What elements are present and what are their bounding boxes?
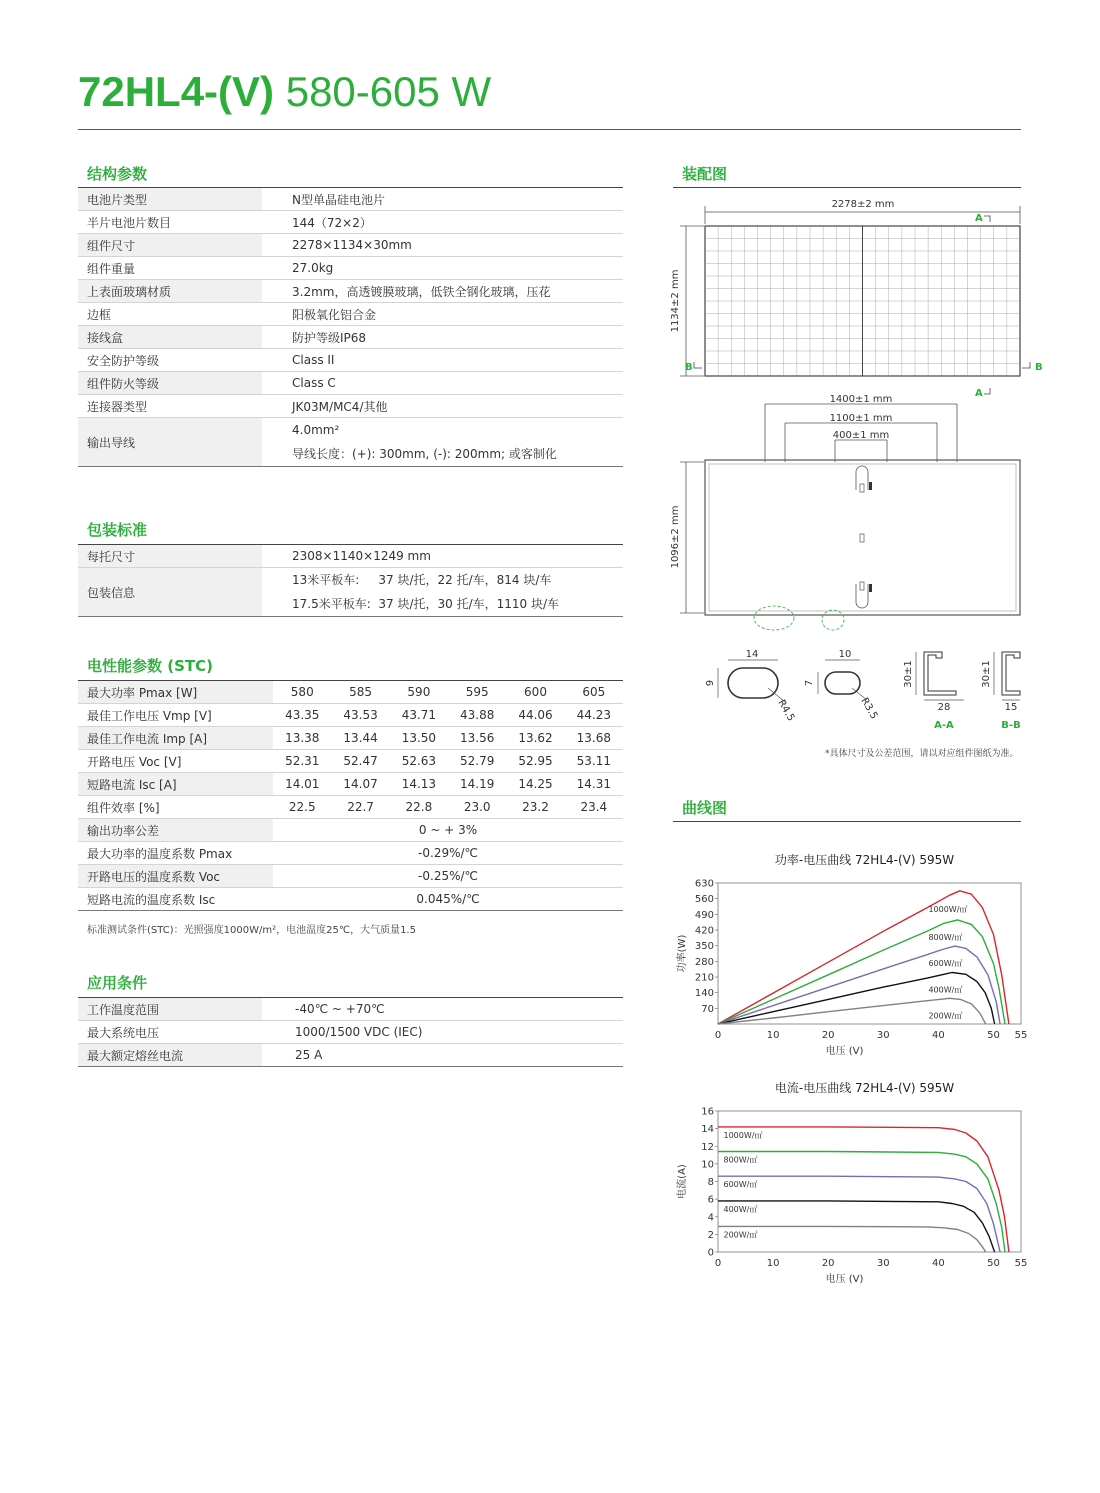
series-label-4: 400W/㎡ — [723, 1204, 758, 1214]
y-tick-label: 2 — [707, 1229, 714, 1241]
series-label-4: 400W/㎡ — [928, 985, 963, 995]
row-cell: 52.79 — [448, 750, 506, 773]
svg-text:30±1: 30±1 — [981, 660, 992, 688]
svg-text:B-B: B-B — [1001, 720, 1021, 731]
svg-text:A-A: A-A — [934, 720, 954, 731]
row-label: 短路电流 Isc [A] — [78, 773, 273, 796]
row-value: 3.2mm，高透镀膜玻璃，低铁全钢化玻璃，压花 — [262, 280, 623, 303]
assembly-note: *具体尺寸及公差范围，请以对应组件图纸为准。 — [825, 749, 1019, 759]
svg-text:28: 28 — [937, 702, 951, 713]
row-label: 开路电压的温度系数 Voc — [78, 865, 273, 888]
row-label: 组件防火等级 — [78, 372, 262, 395]
table-row — [78, 865, 623, 888]
row-value: 防护等级IP68 — [262, 326, 623, 349]
series-label-5: 200W/㎡ — [723, 1230, 758, 1240]
table-row — [78, 349, 623, 372]
detail-circle-1 — [754, 606, 794, 630]
row-value: -0.25%/℃ — [273, 865, 623, 888]
x-tick-label: 0 — [714, 1030, 722, 1041]
table-row — [78, 372, 623, 395]
row-cell: 43.88 — [448, 704, 506, 727]
x-axis-label: 电压 (V) — [825, 1274, 864, 1285]
table-row — [78, 727, 623, 750]
row-cell: 43.53 — [331, 704, 389, 727]
table-row — [78, 234, 623, 257]
row-cell: 52.63 — [390, 750, 448, 773]
row-cell: 590 — [390, 681, 448, 704]
row-value — [262, 418, 623, 467]
section-title-curves: 曲线图 — [682, 799, 728, 817]
row-label: 最大额定熔丝电流 — [78, 1044, 262, 1067]
section-title-structure: 结构参数 — [87, 165, 148, 183]
row-value: -40℃ ~ +70℃ — [262, 998, 623, 1021]
series-label-3: 600W/㎡ — [928, 959, 963, 969]
svg-text:15: 15 — [1004, 702, 1018, 713]
x-tick-label: 50 — [987, 1258, 1000, 1269]
section-rule-curves — [673, 821, 1021, 822]
x-tick-label: 30 — [876, 1258, 890, 1269]
structure-table — [78, 188, 623, 467]
power-range: 580-605 W — [285, 68, 492, 115]
hole-detail-2 — [804, 649, 879, 721]
row-label: 最大系统电压 — [78, 1021, 262, 1044]
table-row — [78, 418, 623, 467]
table-row — [78, 211, 623, 234]
y-tick-label: 6 — [707, 1194, 714, 1206]
x-tick-label: 20 — [821, 1258, 835, 1269]
section-bb — [981, 652, 1021, 731]
y-axis-label: 功率(W) — [677, 934, 688, 973]
packaging-line-2: 17.5米平板车: 37 块/托，30 托/车，1110 块/车 — [292, 597, 560, 611]
row-cell: 600 — [506, 681, 564, 704]
dim-back-2-text: 1100±1 mm — [829, 413, 893, 424]
table-row — [78, 188, 623, 211]
row-cell: 605 — [565, 681, 623, 704]
y-axis-label: 电流(A) — [677, 1164, 688, 1199]
row-value: 144（72×2） — [262, 211, 623, 234]
row-cell: 44.06 — [506, 704, 564, 727]
row-value: 1000/1500 VDC (IEC) — [262, 1021, 623, 1044]
section-title-packaging: 包装标准 — [87, 521, 148, 539]
table-row — [78, 681, 623, 704]
svg-text:30±1: 30±1 — [903, 660, 914, 688]
row-label: 包装信息 — [78, 568, 262, 617]
y-tick-label: 70 — [701, 1003, 714, 1015]
row-cell: 14.13 — [390, 773, 448, 796]
title-divider — [78, 129, 1021, 130]
row-cell: 13.56 — [448, 727, 506, 750]
table-row — [78, 998, 623, 1021]
y-tick-label: 4 — [707, 1212, 714, 1224]
x-axis-label: 电压 (V) — [825, 1046, 864, 1057]
table-row — [78, 773, 623, 796]
table-row — [78, 568, 623, 617]
row-cell: 22.8 — [390, 796, 448, 819]
label-b-left: B — [685, 362, 693, 373]
row-value: -0.29%/℃ — [273, 842, 623, 865]
y-tick-label: 16 — [701, 1106, 714, 1118]
row-label: 组件效率 [%] — [78, 796, 273, 819]
row-label: 半片电池片数目 — [78, 211, 262, 234]
x-tick-label: 50 — [987, 1030, 1000, 1041]
section-title-application: 应用条件 — [87, 974, 148, 992]
row-label: 每托尺寸 — [78, 545, 262, 568]
row-cell: 23.2 — [506, 796, 564, 819]
x-tick-label: 20 — [821, 1030, 835, 1041]
row-cell: 14.31 — [565, 773, 623, 796]
row-cell: 13.62 — [506, 727, 564, 750]
dim-height-text: 1134±2 mm — [670, 269, 681, 333]
table-row — [78, 750, 623, 773]
y-tick-label: 420 — [694, 925, 714, 937]
row-value: N型单晶硅电池片 — [262, 188, 623, 211]
row-label: 连接器类型 — [78, 395, 262, 418]
row-cell: 14.25 — [506, 773, 564, 796]
row-value: Class II — [262, 349, 623, 372]
row-label: 组件重量 — [78, 257, 262, 280]
row-label: 边框 — [78, 303, 262, 326]
row-label: 输出功率公差 — [78, 819, 273, 842]
packaging-table — [78, 545, 623, 617]
label-a-top: A — [975, 213, 983, 224]
electrical-table — [78, 681, 623, 911]
label-b-right: B — [1035, 362, 1043, 373]
row-cell: 14.07 — [331, 773, 389, 796]
row-label: 最大功率 Pmax [W] — [78, 681, 273, 704]
table-row — [78, 796, 623, 819]
row-value: 2308×1140×1249 mm — [262, 545, 623, 568]
svg-text:R4.5: R4.5 — [775, 698, 797, 724]
row-value: 2278×1134×30mm — [262, 234, 623, 257]
series-label-1: 1000W/㎡ — [928, 904, 968, 914]
section-title-electrical: 电性能参数 (STC) — [87, 657, 213, 675]
row-cell: 52.95 — [506, 750, 564, 773]
x-tick-label: 55 — [1014, 1030, 1028, 1041]
y-tick-label: 210 — [694, 972, 714, 984]
row-cell: 22.7 — [331, 796, 389, 819]
row-label: 电池片类型 — [78, 188, 262, 211]
dim-back-height-text: 1096±2 mm — [670, 505, 681, 569]
cable-bottom — [856, 584, 868, 608]
x-tick-label: 30 — [876, 1030, 890, 1041]
row-label: 组件尺寸 — [78, 234, 262, 257]
row-cell: 13.44 — [331, 727, 389, 750]
row-label: 开路电压 Voc [V] — [78, 750, 273, 773]
table-row — [78, 819, 623, 842]
pv-curve-chart — [665, 845, 1040, 1065]
section-rule-assembly — [673, 187, 1021, 188]
x-tick-label: 40 — [931, 1030, 945, 1041]
hole-detail-1 — [705, 649, 796, 723]
table-row — [78, 280, 623, 303]
row-value — [262, 568, 623, 617]
row-cell: 13.68 — [565, 727, 623, 750]
row-cell: 14.19 — [448, 773, 506, 796]
row-label: 安全防护等级 — [78, 349, 262, 372]
row-cell: 43.71 — [390, 704, 448, 727]
cable-top — [856, 466, 868, 490]
plot-area — [718, 883, 1021, 1024]
series-label-5: 200W/㎡ — [928, 1011, 963, 1021]
dim-width-text: 2278±2 mm — [831, 199, 895, 210]
application-table — [78, 998, 623, 1067]
x-tick-label: 10 — [766, 1030, 780, 1041]
table-row — [78, 1044, 623, 1067]
row-value: Class C — [262, 372, 623, 395]
y-tick-label: 14 — [701, 1124, 714, 1136]
stc-note: 标准测试条件(STC)：光照强度1000W/m²，电池温度25℃，大气质量1.5 — [87, 925, 416, 936]
row-cell: 13.38 — [273, 727, 331, 750]
cable-line-2: 导线长度：(+): 300mm, (-): 200mm; 或客制化 — [292, 447, 557, 461]
table-row — [78, 545, 623, 568]
row-label: 最佳工作电压 Vmp [V] — [78, 704, 273, 727]
y-tick-label: 560 — [694, 894, 714, 906]
row-label: 接线盒 — [78, 326, 262, 349]
junction-box — [860, 534, 864, 542]
row-cell: 52.31 — [273, 750, 331, 773]
page-title — [78, 68, 491, 116]
table-row — [78, 1021, 623, 1044]
y-tick-label: 280 — [694, 956, 714, 968]
label-a-bottom: A — [975, 388, 983, 399]
row-cell: 595 — [448, 681, 506, 704]
series-label-1: 1000W/㎡ — [723, 1130, 763, 1140]
row-cell: 23.4 — [565, 796, 623, 819]
y-tick-label: 8 — [707, 1177, 714, 1188]
row-cell: 14.01 — [273, 773, 331, 796]
chart-title: 电流-电压曲线 72HL4-(V) 595W — [774, 1081, 955, 1095]
table-row — [78, 842, 623, 865]
row-cell: 13.50 — [390, 727, 448, 750]
y-tick-label: 630 — [694, 878, 714, 890]
y-tick-label: 12 — [701, 1141, 714, 1153]
row-value: JK03M/MC4/其他 — [262, 395, 623, 418]
row-cell: 585 — [331, 681, 389, 704]
svg-text:7: 7 — [804, 679, 815, 687]
row-label: 上表面玻璃材质 — [78, 280, 262, 303]
row-value: 0.045%/℃ — [273, 888, 623, 911]
x-tick-label: 40 — [931, 1258, 945, 1269]
row-cell: 52.47 — [331, 750, 389, 773]
x-tick-label: 55 — [1014, 1258, 1028, 1269]
table-row — [78, 395, 623, 418]
svg-text:14: 14 — [745, 649, 759, 660]
table-row — [78, 257, 623, 280]
row-cell: 44.23 — [565, 704, 623, 727]
table-row — [78, 888, 623, 911]
cable-line-1: 4.0mm² — [292, 423, 340, 437]
y-tick-label: 140 — [694, 988, 714, 1000]
row-value: 27.0kg — [262, 257, 623, 280]
row-cell: 53.11 — [565, 750, 623, 773]
model-name: 72HL4-(V) — [78, 68, 275, 115]
series-label-3: 600W/㎡ — [723, 1180, 758, 1190]
table-row — [78, 326, 623, 349]
series-label-2: 800W/㎡ — [723, 1155, 758, 1165]
row-cell: 580 — [273, 681, 331, 704]
plot-area — [718, 1111, 1021, 1252]
table-row — [78, 303, 623, 326]
y-tick-label: 350 — [694, 941, 714, 953]
row-value: 25 A — [262, 1044, 623, 1067]
dim-back-1-text: 1400±1 mm — [829, 394, 893, 405]
iv-curve-chart — [665, 1073, 1040, 1293]
row-value: 0 ~ + 3% — [273, 819, 623, 842]
x-tick-label: 0 — [714, 1258, 722, 1269]
table-row — [78, 704, 623, 727]
assembly-drawing — [660, 190, 1043, 765]
row-cell: 23.0 — [448, 796, 506, 819]
x-tick-label: 10 — [766, 1258, 780, 1269]
series-label-2: 800W/㎡ — [928, 932, 963, 942]
dim-back-3-text: 400±1 mm — [832, 430, 890, 441]
row-cell: 43.35 — [273, 704, 331, 727]
svg-text:10: 10 — [838, 649, 852, 660]
svg-text:R3.5: R3.5 — [858, 696, 880, 722]
y-tick-label: 490 — [694, 909, 714, 921]
svg-text:9: 9 — [705, 679, 716, 687]
y-tick-label: 0 — [707, 1247, 714, 1259]
panel-back — [705, 460, 1020, 615]
detail-circle-2 — [822, 610, 844, 630]
row-label: 工作温度范围 — [78, 998, 262, 1021]
row-cell: 22.5 — [273, 796, 331, 819]
row-label: 输出导线 — [78, 418, 262, 467]
row-value: 阳极氧化铝合金 — [262, 303, 623, 326]
section-aa — [903, 652, 964, 731]
packaging-line-1: 13米平板车: 37 块/托，22 托/车，814 块/车 — [292, 573, 552, 587]
row-label: 最大功率的温度系数 Pmax — [78, 842, 273, 865]
y-tick-label: 10 — [701, 1159, 714, 1171]
section-title-assembly: 装配图 — [682, 165, 728, 183]
chart-title: 功率-电压曲线 72HL4-(V) 595W — [774, 853, 955, 867]
row-label: 短路电流的温度系数 Isc — [78, 888, 273, 911]
row-label: 最佳工作电流 Imp [A] — [78, 727, 273, 750]
